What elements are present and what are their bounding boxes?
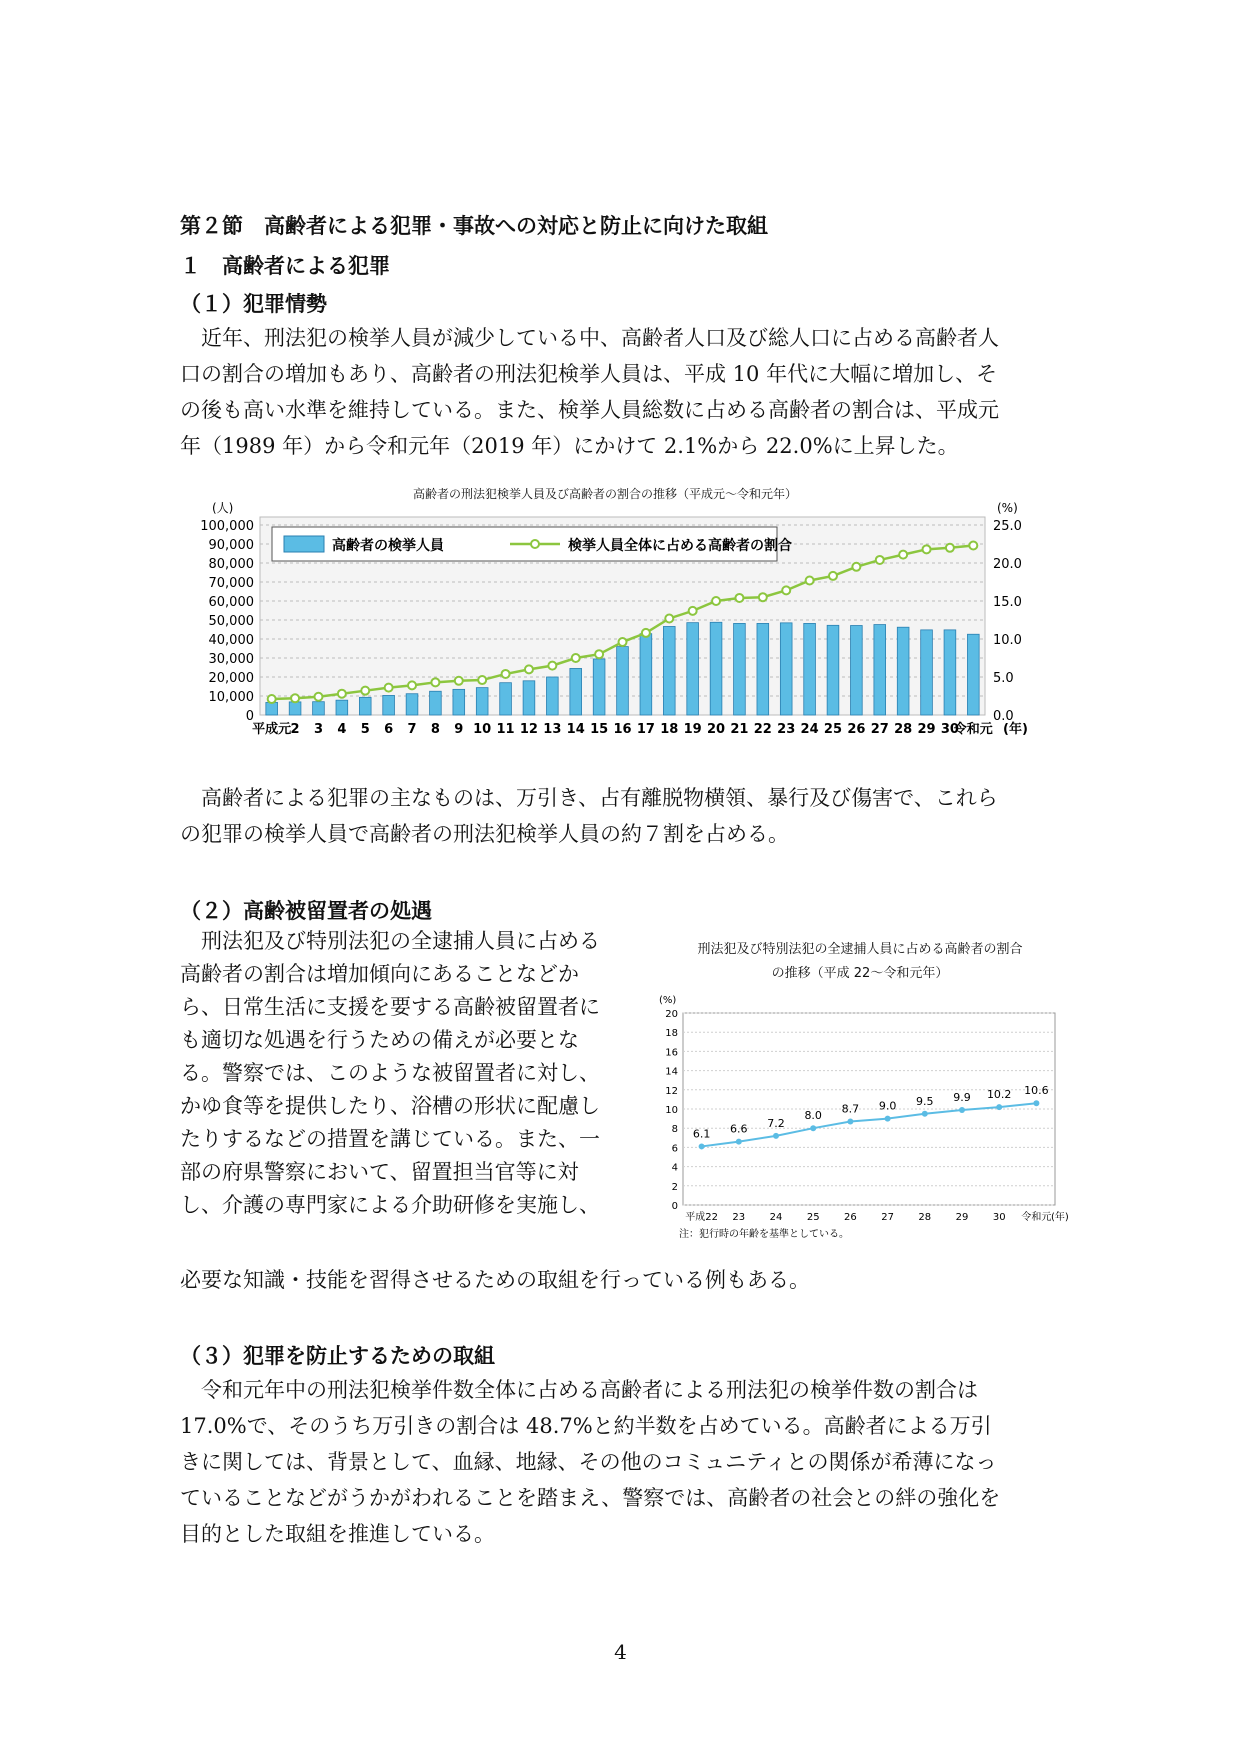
- y-right-tick-label: 20.0: [993, 557, 1022, 572]
- paragraph-line: の犯罪の検挙人員で高齢者の刑法犯検挙人員の約７割を占める。: [180, 822, 789, 846]
- y-tick-label: 10: [665, 1105, 678, 1116]
- subsection-1-2-heading: （２）高齢被留置者の処遇: [180, 899, 432, 923]
- bar: [874, 625, 886, 715]
- ratio-point: [268, 695, 276, 703]
- bar: [921, 630, 933, 715]
- ratio-point: [959, 1107, 965, 1113]
- data-label: 7.2: [767, 1116, 785, 1130]
- x-tick-label: 26: [847, 722, 866, 737]
- data-label: 6.1: [692, 1127, 711, 1141]
- paragraph-line: かゆ食等を提供したり、浴槽の形状に配慮し: [180, 1094, 600, 1118]
- paragraph-line: 令和元年中の刑法犯検挙件数全体に占める高齢者による刑法犯の検挙件数の割合は: [180, 1378, 978, 1402]
- y-tick-label: 4: [671, 1162, 678, 1174]
- chart2-elderly-arrest-ratio: [655, 985, 1069, 1255]
- paragraph-line: 近年、刑法犯の検挙人員が減少している中、高齢者人口及び総人口に占める高齢者人: [180, 326, 999, 350]
- y-right-unit: (%): [997, 501, 1018, 515]
- x-tick-label: 19: [683, 722, 702, 737]
- section-title: 第２節 高齢者による犯罪・事故への対応と防止に向けた取組: [180, 214, 768, 238]
- bar: [710, 622, 722, 715]
- chart2-title-line2: の推移（平成 22～令和元年）: [771, 966, 949, 981]
- subsection-1-3-heading: （３）犯罪を防止するための取組: [180, 1344, 495, 1368]
- x-tick-label: 令和元: [953, 722, 993, 737]
- x-tick-label: 21: [730, 722, 749, 737]
- x-unit: (年): [1003, 722, 1028, 737]
- subsection-1-heading: １ 高齢者による犯罪: [180, 254, 390, 278]
- ratio-point: [806, 576, 814, 584]
- bar: [944, 630, 956, 715]
- paragraph-line: し、介護の専門家による介助研修を実施し、: [180, 1193, 600, 1217]
- x-tick-label: 15: [590, 722, 609, 737]
- paragraph-line: 高齢者の割合は増加傾向にあることなどか: [180, 962, 579, 986]
- ratio-point: [361, 687, 369, 695]
- y-tick-label: 20: [665, 1009, 678, 1020]
- x-tick-label: 24: [800, 722, 819, 737]
- x-tick-label: 平成22: [685, 1212, 718, 1223]
- x-tick-label: 13: [543, 722, 562, 737]
- bar: [430, 691, 442, 715]
- ratio-point: [642, 629, 650, 637]
- bar: [336, 700, 348, 715]
- ratio-point: [1033, 1100, 1039, 1106]
- paragraph-line: ていることなどがうかがわれることを踏まえ、警察では、高齢者の社会との絆の強化を: [180, 1486, 1001, 1510]
- paragraph-line: ら、日常生活に支援を要する高齢被留置者に: [180, 995, 600, 1019]
- data-label: 10.2: [986, 1088, 1012, 1102]
- bar: [359, 697, 371, 715]
- bar: [313, 702, 325, 715]
- x-tick-label: 25: [823, 722, 843, 737]
- ratio-point: [996, 1104, 1002, 1110]
- x-tick-label: 29: [917, 722, 936, 737]
- x-tick-label: 30: [992, 1212, 1006, 1223]
- data-label: 10.6: [1024, 1084, 1049, 1098]
- bar: [780, 623, 792, 715]
- ratio-point: [478, 676, 486, 684]
- ratio-point: [852, 563, 860, 571]
- x-tick-label: 令和元: [1021, 1212, 1052, 1223]
- x-tick-label: 27: [870, 722, 889, 737]
- y-left-tick-label: 30,000: [208, 652, 254, 667]
- ratio-point: [525, 665, 533, 673]
- ratio-point: [689, 607, 697, 615]
- y-left-tick-label: 10,000: [208, 690, 254, 705]
- ratio-point: [735, 594, 743, 602]
- bar: [804, 623, 816, 715]
- ratio-point: [431, 678, 439, 686]
- paragraph-main-crimes: [180, 780, 1066, 852]
- x-tick-label: 7: [407, 722, 417, 737]
- chart2-title: [660, 938, 1060, 986]
- y-tick-label: 14: [665, 1066, 678, 1078]
- x-tick-label: 23: [777, 722, 796, 737]
- ratio-point: [548, 662, 556, 670]
- paragraph-line: 年（1989 年）から令和元年（2019 年）にかけて 2.1%から 22.0%に上昇した。: [180, 434, 959, 458]
- bar: [476, 688, 488, 715]
- ratio-point: [408, 681, 416, 689]
- ratio-point: [338, 690, 346, 698]
- x-tick-label: 27: [881, 1212, 894, 1223]
- legend-bar-swatch: [284, 536, 324, 552]
- x-tick-label: 9: [454, 722, 464, 737]
- ratio-point: [923, 545, 931, 553]
- paragraph-line: 刑法犯及び特別法犯の全逮捕人員に占める: [180, 929, 600, 953]
- ratio-point: [572, 654, 580, 662]
- x-tick-label: 3: [313, 722, 323, 737]
- y-left-tick-label: 0: [245, 709, 254, 724]
- bar: [570, 668, 582, 715]
- bar: [266, 702, 278, 715]
- y-tick-label: 16: [665, 1047, 678, 1059]
- ratio-point: [502, 670, 510, 678]
- ratio-point: [736, 1139, 742, 1145]
- x-tick-label: 29: [955, 1212, 969, 1223]
- paragraph-line: 目的とした取組を推進している。: [180, 1522, 495, 1546]
- x-tick-label: 28: [918, 1212, 932, 1223]
- data-label: 9.0: [878, 1099, 897, 1113]
- ratio-point: [699, 1143, 705, 1149]
- paragraph-line: 17.0%で、そのうち万引きの割合は 48.7%と約半数を占めている。高齢者による万引: [180, 1414, 992, 1438]
- paragraph-line: も適切な処遇を行うための備えが必要とな: [180, 1028, 579, 1052]
- bar: [967, 634, 979, 715]
- y-tick-label: 8: [671, 1124, 678, 1136]
- bar: [827, 625, 839, 715]
- paragraph-line: る。警察では、このような被留置者に対し、: [180, 1061, 600, 1085]
- bar: [500, 683, 512, 715]
- legend-line-marker: [531, 540, 539, 548]
- ratio-point: [291, 694, 299, 702]
- x-tick-label: 16: [613, 722, 632, 737]
- bar: [383, 695, 395, 715]
- y-tick-label: 0: [671, 1201, 678, 1212]
- ratio-point: [782, 586, 790, 594]
- paragraph-detainee-treatment: [180, 925, 600, 1222]
- y-left-tick-label: 70,000: [208, 576, 254, 591]
- x-tick-label: 6: [384, 722, 394, 737]
- data-label: 8.7: [841, 1102, 860, 1116]
- ratio-point: [385, 684, 393, 692]
- bar: [453, 689, 465, 715]
- ratio-point: [455, 677, 463, 685]
- y-tick-label: 6: [671, 1143, 678, 1155]
- ratio-point: [969, 542, 977, 550]
- y-left-tick-label: 60,000: [208, 595, 254, 610]
- paragraph-line: 口の割合の増加もあり、高齢者の刑法犯検挙人員は、平成 10 年代に大幅に増加し、そ: [180, 362, 998, 386]
- y-left-tick-label: 100,000: [200, 519, 254, 534]
- chart2-title-line1: 刑法犯及び特別法犯の全逮捕人員に占める高齢者の割合: [697, 942, 1023, 957]
- x-tick-label: 22: [753, 722, 772, 737]
- bar: [289, 702, 301, 715]
- x-tick-label: 20: [707, 722, 726, 737]
- bar: [897, 627, 909, 715]
- ratio-point: [314, 693, 322, 701]
- ratio-point: [759, 593, 767, 601]
- paragraph-line: きに関しては、背景として、血縁、地縁、その他のコミュニティとの関係が希薄になっ: [180, 1450, 997, 1474]
- x-tick-label: 12: [519, 722, 538, 737]
- chart1-legend: [272, 527, 792, 561]
- x-tick-label: 8: [430, 722, 440, 737]
- page-number: 4: [614, 1640, 627, 1664]
- x-tick-label: 30: [940, 722, 959, 737]
- y-right-tick-label: 25.0: [993, 519, 1022, 534]
- chart2-note: 注：犯行時の年齢を基準としている。: [679, 1229, 849, 1240]
- x-tick-label: 5: [360, 722, 370, 737]
- bar: [687, 623, 699, 715]
- ratio-point: [773, 1133, 779, 1139]
- y-left-tick-label: 40,000: [208, 633, 254, 648]
- paragraph-prevention: [180, 1372, 1066, 1552]
- ratio-point: [595, 650, 603, 658]
- data-label: 9.9: [953, 1090, 971, 1104]
- x-tick-label: 4: [337, 722, 347, 737]
- paragraph-line: 高齢者による犯罪の主なものは、万引き、占有離脱物横領、暴行及び傷害で、これら: [180, 786, 998, 810]
- y-tick-label: 18: [665, 1028, 678, 1040]
- x-tick-label: 26: [844, 1212, 857, 1223]
- subsection-1-1-heading: （１）犯罪情勢: [180, 292, 327, 316]
- y-right-tick-label: 10.0: [993, 633, 1022, 648]
- bar: [406, 694, 418, 715]
- ratio-point: [810, 1125, 816, 1131]
- y-left-tick-label: 80,000: [208, 557, 254, 572]
- ratio-point: [876, 556, 884, 564]
- data-label: 6.6: [730, 1122, 748, 1136]
- paragraph-line: 部の府県警察において、留置担当官等に対: [180, 1160, 579, 1184]
- x-tick-label: 17: [636, 722, 655, 737]
- bar: [523, 681, 535, 715]
- y-right-tick-label: 0.0: [993, 709, 1014, 724]
- ratio-point: [665, 614, 673, 622]
- bar: [593, 659, 605, 715]
- x-tick-label: 平成元: [252, 722, 292, 737]
- y-tick-label: 12: [665, 1085, 678, 1097]
- paragraph-detainee-treatment-tail: [180, 1264, 810, 1297]
- bar: [640, 634, 652, 715]
- paragraph-crime-situation: [180, 320, 1066, 464]
- legend-line-label: 検挙人員全体に占める高齢者の割合: [568, 538, 792, 554]
- bar: [734, 623, 746, 715]
- x-tick-label: 14: [566, 722, 585, 737]
- bar: [851, 626, 863, 715]
- ratio-point: [619, 638, 627, 646]
- ratio-point: [899, 551, 907, 559]
- bar: [617, 647, 629, 715]
- y-right-tick-label: 15.0: [993, 595, 1022, 610]
- ratio-point: [885, 1116, 891, 1122]
- y-left-tick-label: 50,000: [208, 614, 254, 629]
- paragraph-line: たりするなどの措置を講じている。また、一: [180, 1127, 600, 1151]
- bar: [546, 677, 558, 715]
- x-tick-label: 2: [290, 722, 300, 737]
- ratio-point: [829, 572, 837, 580]
- y-left-tick-label: 20,000: [208, 671, 254, 686]
- data-label: 9.5: [916, 1094, 934, 1108]
- y-unit: (%): [659, 995, 677, 1006]
- ratio-point: [922, 1111, 928, 1117]
- legend-bar-label: 高齢者の検挙人員: [332, 538, 444, 554]
- paragraph-line: の後も高い水準を維持している。また、検挙人員総数に占める高齢者の割合は、平成元: [180, 398, 999, 422]
- ratio-point: [847, 1118, 853, 1124]
- y-left-tick-label: 90,000: [208, 538, 254, 553]
- bar: [757, 623, 769, 715]
- data-label: 8.0: [804, 1109, 822, 1123]
- x-tick-label: 24: [769, 1212, 783, 1223]
- x-tick-label: 18: [660, 722, 679, 737]
- x-unit: (年): [1051, 1212, 1069, 1223]
- y-left-unit: (人): [212, 501, 234, 515]
- x-tick-label: 25: [806, 1212, 820, 1223]
- bar: [663, 626, 675, 715]
- y-tick-label: 2: [671, 1181, 678, 1193]
- y-right-tick-label: 5.0: [993, 671, 1014, 686]
- x-tick-label: 11: [496, 722, 515, 737]
- chart1-elderly-arrests: [180, 500, 1060, 760]
- x-tick-label: 10: [473, 722, 492, 737]
- x-tick-label: 23: [732, 1212, 746, 1223]
- x-tick-label: 28: [894, 722, 913, 737]
- ratio-point: [712, 597, 720, 605]
- ratio-point: [946, 544, 954, 552]
- paragraph-line: 必要な知識・技能を習得させるための取組を行っている例もある。: [180, 1268, 810, 1292]
- chart1-title: 高齢者の刑法犯検挙人員及び高齢者の割合の推移（平成元～令和元年）: [412, 487, 797, 501]
